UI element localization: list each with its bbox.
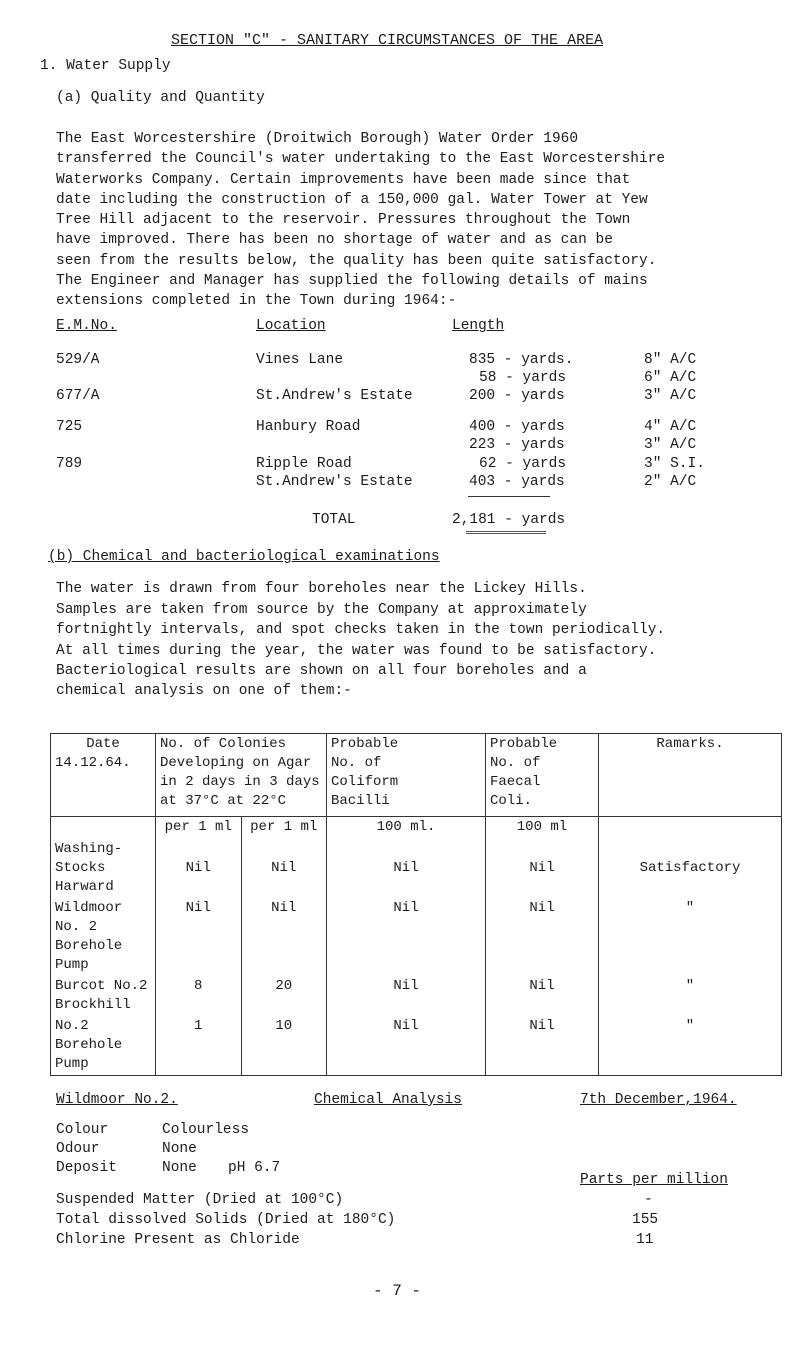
coliform-value: Nil	[327, 1016, 486, 1076]
name-line: No.2	[55, 1018, 89, 1034]
faecal-value: Nil	[486, 898, 599, 976]
table-row	[51, 839, 782, 898]
row-name	[51, 839, 156, 898]
suspended-label: Suspended Matter (Dried at 100°C)	[56, 1192, 344, 1208]
name-line: Harward	[55, 879, 114, 895]
paragraph-b	[56, 579, 776, 599]
dissolved-label: Total dissolved Solids (Dried at 180°C)	[56, 1212, 396, 1228]
mains-row	[56, 419, 756, 439]
name-line: No. 2	[55, 919, 98, 935]
header-line: Probable	[490, 736, 558, 752]
table-row	[51, 1016, 782, 1076]
paragraph-line: Tree Hill adjacent to the reservoir. Pressures throughout the Town	[56, 212, 631, 229]
mains-length: 223 - yards	[469, 437, 565, 453]
chem-title-left: Wildmoor No.2.	[56, 1092, 178, 1108]
header-line: Ramarks.	[656, 736, 724, 752]
name-line: Pump	[55, 1056, 89, 1072]
date-label: Date	[86, 736, 120, 752]
name-line: Wildmoor	[55, 900, 123, 916]
row-name	[51, 976, 156, 1016]
row-name	[51, 898, 156, 976]
heading-chemical-bacteriological: (b) Chemical and bacteriological examinations	[48, 549, 440, 565]
dissolved-value: 155	[632, 1212, 659, 1228]
paragraph-a	[56, 129, 776, 312]
colour-value: Colourless	[162, 1122, 250, 1138]
mains-length: 400 - yards	[469, 419, 565, 435]
header-line: Bacilli	[331, 793, 390, 809]
paragraph-line: At all times during the year, the water was found to be satisfactory.	[56, 642, 657, 659]
remark-value: Satisfactory	[599, 839, 782, 898]
mains-size: 8" A/C	[644, 352, 697, 368]
ph-value: pH 6.7	[228, 1160, 281, 1176]
remark-value: "	[599, 898, 782, 976]
paragraph-line: The water is drawn from four boreholes near the Lickey Hills.	[56, 581, 587, 597]
mains-size: 6" A/C	[644, 370, 697, 386]
mains-emno: 677/A	[56, 388, 100, 404]
mains-header-location: Location	[256, 318, 326, 334]
colonies-37: 8	[156, 976, 242, 1016]
mains-row	[56, 456, 756, 476]
name-line: Brockhill	[55, 997, 131, 1013]
colour-label: Colour	[56, 1122, 109, 1138]
mains-length: 58 - yards	[479, 370, 567, 386]
mains-row	[56, 437, 756, 457]
heading-quality-quantity: (a) Quality and Quantity	[56, 90, 265, 106]
coliform-value: Nil	[327, 839, 486, 898]
paragraph-line: Bacteriological results are shown on all four boreholes and a	[56, 662, 587, 679]
mains-location: Ripple Road	[256, 456, 352, 472]
mains-emno: 529/A	[56, 352, 100, 368]
mains-size: 2" A/C	[644, 474, 697, 490]
units-row	[51, 817, 782, 840]
heading-water-supply: 1. Water Supply	[40, 58, 171, 74]
mains-location: St.Andrew's Estate	[256, 474, 413, 490]
header-line: Developing on Agar	[160, 755, 312, 771]
mains-size: 3" A/C	[644, 388, 697, 404]
paragraph-line: The East Worcestershire (Droitwich Borough) Water Order 1960	[56, 131, 579, 147]
unit-cell: 100 ml	[486, 817, 599, 840]
mains-header-length: Length	[452, 318, 505, 334]
faecal-value: Nil	[486, 839, 599, 898]
mains-size: 3" A/C	[644, 437, 697, 453]
chlorine-label: Chlorine Present as Chloride	[56, 1232, 300, 1248]
header-line: in 2 days in 3 days	[160, 774, 320, 790]
header-line: at 37°C at 22°C	[160, 793, 287, 809]
paragraph-line: chemical analysis on one of them:-	[56, 683, 352, 700]
chlorine-value: 11	[636, 1232, 654, 1248]
faecal-value: Nil	[486, 976, 599, 1016]
mains-length: 200 - yards	[469, 388, 565, 404]
remarks-header	[599, 734, 782, 817]
paragraph-line: fortnightly intervals, and spot checks taken in the town periodically.	[56, 622, 666, 639]
header-line: No. of	[490, 755, 541, 771]
colonies-22: 20	[241, 976, 327, 1016]
mains-size: 4" A/C	[644, 419, 697, 435]
mains-location: Vines Lane	[256, 352, 344, 368]
units-blank	[599, 817, 782, 840]
paragraph-line: transferred the Council's water undertaking to the East Worcestershire	[56, 151, 666, 168]
bacteriological-table	[50, 733, 782, 1076]
chem-title-mid: Chemical Analysis	[314, 1092, 462, 1108]
mains-total-label: TOTAL	[312, 512, 356, 528]
paragraph-line: The Engineer and Manager has supplied the following details of mains	[56, 273, 648, 290]
mains-location: St.Andrew's Estate	[256, 388, 413, 404]
colonies-22: 10	[241, 1016, 327, 1076]
colonies-header	[156, 734, 327, 817]
mains-emno: 789	[56, 456, 83, 472]
name-line: Burcot No.2	[55, 978, 148, 994]
header-line: Faecal	[490, 774, 541, 790]
row-name	[51, 1016, 156, 1076]
paragraph-line: seen from the results below, the quality has been quite satisfactory.	[56, 252, 657, 269]
odour-value: None	[162, 1141, 197, 1157]
name-line: Washing-	[55, 841, 123, 857]
mains-row	[56, 370, 756, 390]
mains-row	[56, 474, 756, 494]
mains-total-value: 2,181 - yards	[452, 512, 566, 528]
remark-value: "	[599, 976, 782, 1016]
colonies-37: Nil	[156, 898, 242, 976]
date-value: 14.12.64.	[55, 755, 131, 771]
coliform-header	[327, 734, 486, 817]
paragraph-line: Waterworks Company. Certain improvements have been made since that	[56, 171, 631, 188]
mains-header-emno: E.M.No.	[56, 318, 117, 334]
table-row	[51, 898, 782, 976]
mains-emno: 725	[56, 419, 83, 435]
colonies-22: Nil	[241, 839, 327, 898]
total-double-rule	[466, 531, 546, 534]
remark-value: "	[599, 1016, 782, 1076]
mains-location: Hanbury Road	[256, 419, 361, 435]
table-row	[51, 976, 782, 1016]
colonies-37: 1	[156, 1016, 242, 1076]
page-number: - 7 -	[373, 1282, 422, 1300]
mains-row	[56, 388, 756, 408]
paragraph-b-cont	[56, 600, 776, 701]
odour-label: Odour	[56, 1141, 100, 1157]
unit-cell: per 1 ml	[156, 817, 242, 840]
header-line: No. of	[331, 755, 382, 771]
chem-title-right: 7th December,1964.	[580, 1092, 737, 1108]
name-line: Pump	[55, 957, 89, 973]
header-line: Probable	[331, 736, 399, 752]
paragraph-line: extensions completed in the Town during 1964:-	[56, 293, 457, 310]
paragraph-line: Samples are taken from source by the Company at approximately	[56, 602, 587, 618]
section-title: SECTION "C" - SANITARY CIRCUMSTANCES OF THE AREA	[171, 32, 604, 49]
units-blank	[51, 817, 156, 840]
deposit-value: None	[162, 1160, 197, 1176]
table-header-row	[51, 734, 782, 817]
faecal-header	[486, 734, 599, 817]
name-line: Stocks	[55, 860, 106, 876]
mains-length: 62 - yards	[479, 456, 567, 472]
suspended-value: -	[644, 1192, 653, 1208]
header-line: Coli.	[490, 793, 533, 809]
paragraph-line: date including the construction of a 150,000 gal. Water Tower at Yew	[56, 191, 648, 208]
mains-row	[56, 352, 756, 372]
deposit-label: Deposit	[56, 1160, 117, 1176]
header-line: No. of Colonies	[160, 736, 287, 752]
name-line: Borehole	[55, 938, 123, 954]
unit-cell: 100 ml.	[327, 817, 486, 840]
paragraph-line: have improved. There has been no shortage of water and as can be	[56, 232, 613, 249]
unit-cell: per 1 ml	[241, 817, 327, 840]
colonies-37: Nil	[156, 839, 242, 898]
total-rule	[468, 496, 550, 497]
faecal-value: Nil	[486, 1016, 599, 1076]
header-line: Coliform	[331, 774, 399, 790]
coliform-value: Nil	[327, 976, 486, 1016]
mains-length: 835 - yards.	[469, 352, 574, 368]
date-cell	[51, 734, 156, 817]
mains-length: 403 - yards	[469, 474, 565, 490]
name-line: Borehole	[55, 1037, 123, 1053]
coliform-value: Nil	[327, 898, 486, 976]
mains-size: 3" S.I.	[644, 456, 705, 472]
colonies-22: Nil	[241, 898, 327, 976]
ppm-label: Parts per million	[580, 1172, 728, 1188]
